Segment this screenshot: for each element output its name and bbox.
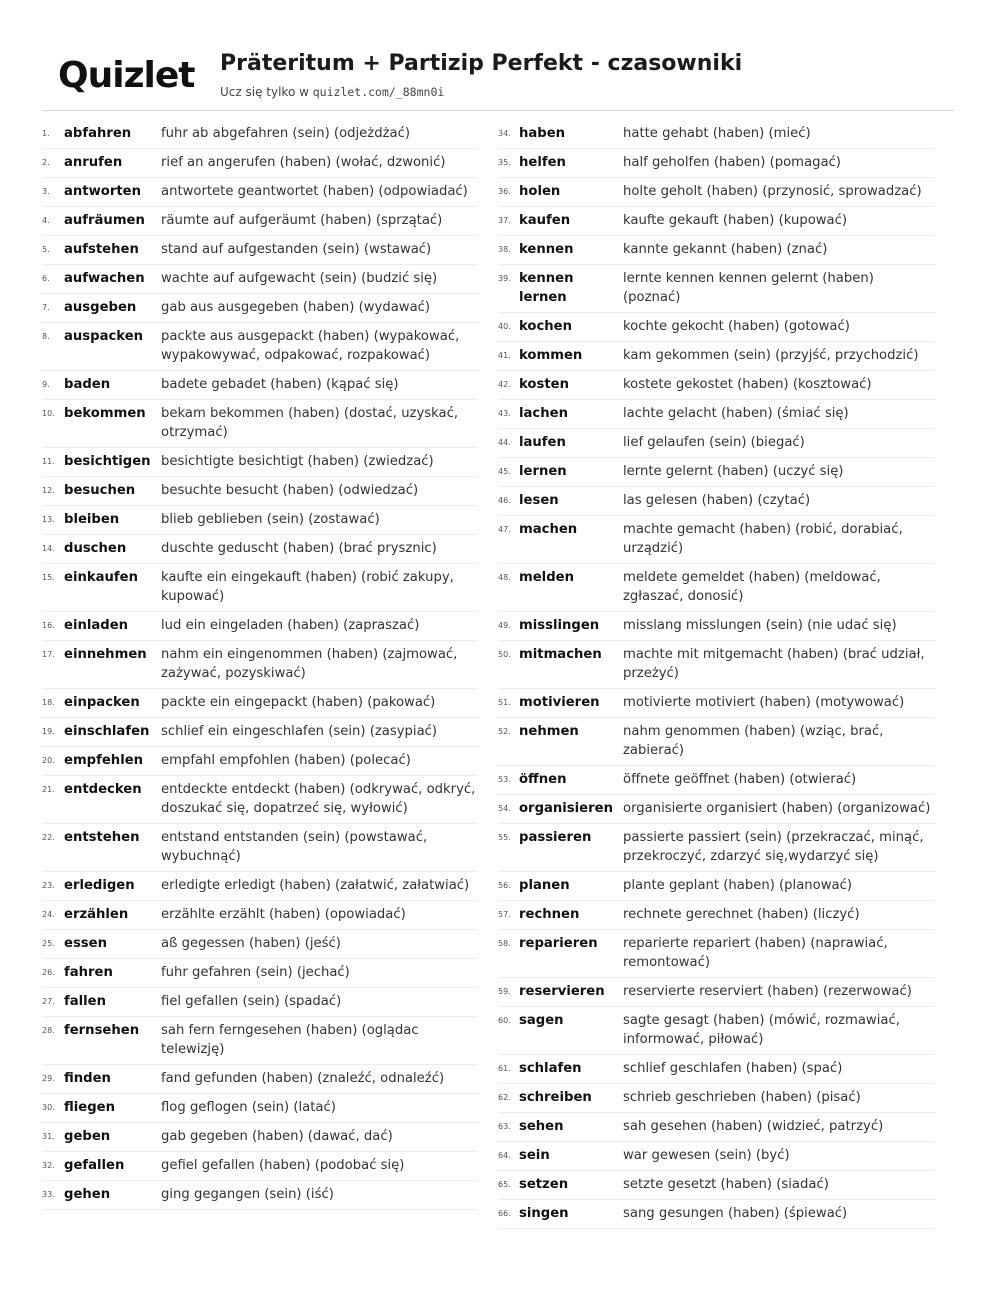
term-row: [42, 236, 478, 265]
term-number: 10.: [42, 409, 55, 418]
term-number: 36.: [498, 187, 511, 196]
term-number: 45.: [498, 467, 511, 476]
term-row: [498, 1007, 935, 1055]
term-definition: passierte passiert (sein) (przekraczać, minąć, przekroczyć, zdarzyć się,wydarzyć się): [623, 830, 924, 864]
term-number: 15.: [42, 573, 55, 582]
term-row: [42, 1123, 478, 1152]
term-definition: stand auf aufgestanden (sein) (wstawać): [161, 242, 432, 257]
term-row: [42, 371, 478, 400]
term-number: 47.: [498, 525, 511, 534]
term-word: einpacken: [64, 695, 140, 710]
term-number: 7.: [42, 303, 50, 312]
term-definition: schrieb geschrieben (haben) (pisać): [623, 1090, 861, 1105]
term-number: 17.: [42, 650, 55, 659]
term-row: [42, 612, 478, 641]
term-word: haben: [519, 126, 566, 141]
term-definition: setzte gesetzt (haben) (siadać): [623, 1177, 829, 1192]
term-definition: wachte auf aufgewacht (sein) (budzić się): [161, 271, 438, 286]
term-definition: organisierte organisiert (haben) (organizować): [623, 801, 931, 816]
term-row: [498, 313, 935, 342]
term-row: [42, 120, 478, 149]
term-definition: antwortete geantwortet (haben) (odpowiadać): [161, 184, 468, 199]
subtitle-text: Ucz się tylko w: [220, 85, 309, 99]
term-word: laufen: [519, 435, 566, 450]
term-word: lachen: [519, 406, 568, 421]
term-word: essen: [64, 936, 107, 951]
term-number: 50.: [498, 650, 511, 659]
term-definition: kaufte gekauft (haben) (kupować): [623, 213, 848, 228]
term-definition: ging gegangen (sein) (iść): [161, 1187, 334, 1202]
term-word: bleiben: [64, 512, 120, 527]
term-row: [42, 959, 478, 988]
term-number: 56.: [498, 881, 511, 890]
term-definition: besuchte besucht (haben) (odwiedzać): [161, 483, 419, 498]
term-definition: rechnete gerechnet (haben) (liczyć): [623, 907, 860, 922]
term-word: einladen: [64, 618, 129, 633]
term-definition: kostete gekostet (haben) (kosztować): [623, 377, 872, 392]
term-row: [498, 978, 935, 1007]
term-word: baden: [64, 377, 111, 392]
term-row: [498, 400, 935, 429]
term-word: entdecken: [64, 782, 142, 797]
term-definition: kaufte ein eingekauft (haben) (robić zakupy, kupować): [161, 570, 454, 604]
term-number: 21.: [42, 785, 55, 794]
term-row: [498, 371, 935, 400]
term-word: lernen: [519, 464, 567, 479]
term-definition: packte ein eingepackt (haben) (pakować): [161, 695, 436, 710]
term-number: 4.: [42, 216, 50, 225]
term-row: [42, 323, 478, 371]
term-word: einschlafen: [64, 724, 150, 739]
term-word: geben: [64, 1129, 111, 1144]
term-number: 60.: [498, 1016, 511, 1025]
term-number: 13.: [42, 515, 55, 524]
term-definition: las gelesen (haben) (czytać): [623, 493, 811, 508]
term-definition: plante geplant (haben) (planować): [623, 878, 852, 893]
term-definition: sah fern ferngesehen (haben) (oglądac telewizję): [161, 1023, 419, 1057]
term-row: [42, 641, 478, 689]
term-row: [42, 901, 478, 930]
term-number: 8.: [42, 332, 50, 341]
term-number: 43.: [498, 409, 511, 418]
term-list-right: [498, 120, 935, 1229]
term-definition: blieb geblieben (sein) (zostawać): [161, 512, 380, 527]
term-row: [498, 1200, 935, 1229]
term-word: helfen: [519, 155, 566, 170]
term-row: [498, 901, 935, 930]
term-number: 32.: [42, 1161, 55, 1170]
term-definition: machte mit mitgemacht (haben) (brać udział, przeżyć): [623, 647, 925, 681]
term-word: erzählen: [64, 907, 129, 922]
term-definition: schlief ein eingeschlafen (sein) (zasypiać): [161, 724, 438, 739]
term-row: [42, 400, 478, 448]
term-word: antworten: [64, 184, 141, 199]
term-number: 53.: [498, 775, 511, 784]
term-number: 33.: [42, 1190, 55, 1199]
term-definition: kannte gekannt (haben) (znać): [623, 242, 828, 257]
term-number: 28.: [42, 1026, 55, 1035]
term-word: finden: [64, 1071, 111, 1086]
term-word: duschen: [64, 541, 127, 556]
term-definition: nahm genommen (haben) (wziąc, brać, zabierać): [623, 724, 884, 758]
term-definition: gefiel gefallen (haben) (podobać się): [161, 1158, 405, 1173]
term-word: kommen: [519, 348, 583, 363]
term-number: 23.: [42, 881, 55, 890]
term-number: 26.: [42, 968, 55, 977]
term-number: 63.: [498, 1122, 511, 1131]
term-row: [42, 294, 478, 323]
term-number: 59.: [498, 987, 511, 996]
term-row: [498, 516, 935, 564]
term-definition: badete gebadet (haben) (kąpać się): [161, 377, 399, 392]
term-number: 2.: [42, 158, 50, 167]
term-definition: fuhr gefahren (sein) (jechać): [161, 965, 350, 980]
term-row: [498, 766, 935, 795]
term-number: 48.: [498, 573, 511, 582]
term-word: fallen: [64, 994, 107, 1009]
term-word: nehmen: [519, 724, 579, 739]
subtitle: [220, 84, 444, 100]
term-row: [498, 1142, 935, 1171]
term-word: empfehlen: [64, 753, 144, 768]
term-word: bekommen: [64, 406, 146, 421]
term-definition: besichtigte besichtigt (haben) (zwiedzać): [161, 454, 434, 469]
term-number: 52.: [498, 727, 511, 736]
term-number: 18.: [42, 698, 55, 707]
term-word: anrufen: [64, 155, 123, 170]
term-number: 31.: [42, 1132, 55, 1141]
term-row: [498, 824, 935, 872]
term-row: [42, 207, 478, 236]
term-number: 40.: [498, 322, 511, 331]
term-word: mitmachen: [519, 647, 602, 662]
term-definition: empfahl empfohlen (haben) (polecać): [161, 753, 411, 768]
term-word: besichtigen: [64, 454, 151, 469]
term-row: [42, 872, 478, 901]
term-word: ausgeben: [64, 300, 137, 315]
term-row: [42, 1094, 478, 1123]
term-word: lesen: [519, 493, 559, 508]
term-definition: war gewesen (sein) (być): [623, 1148, 790, 1163]
term-number: 11.: [42, 457, 55, 466]
term-definition: gab aus ausgegeben (haben) (wydawać): [161, 300, 431, 315]
term-word: gefallen: [64, 1158, 125, 1173]
term-word: kochen: [519, 319, 573, 334]
term-definition: fand gefunden (haben) (znaleźć, odnaleźć): [161, 1071, 445, 1086]
term-word: melden: [519, 570, 574, 585]
term-word: singen: [519, 1206, 569, 1221]
term-number: 51.: [498, 698, 511, 707]
term-row: [42, 988, 478, 1017]
term-word: misslingen: [519, 618, 600, 633]
term-word: sein: [519, 1148, 550, 1163]
term-row: [498, 236, 935, 265]
term-definition: räumte auf aufgeräumt (haben) (sprzątać): [161, 213, 443, 228]
term-definition: duschte geduscht (haben) (brać prysznic): [161, 541, 437, 556]
term-row: [42, 564, 478, 612]
term-number: 55.: [498, 833, 511, 842]
term-word: erledigen: [64, 878, 135, 893]
term-row: [498, 718, 935, 766]
term-row: [498, 795, 935, 824]
term-word: setzen: [519, 1177, 569, 1192]
term-word: sagen: [519, 1013, 564, 1028]
term-word: fliegen: [64, 1100, 116, 1115]
study-link[interactable]: quizlet.com/_88mn0i: [312, 85, 445, 99]
term-number: 22.: [42, 833, 55, 842]
term-number: 29.: [42, 1074, 55, 1083]
term-number: 58.: [498, 939, 511, 948]
term-word: öffnen: [519, 772, 567, 787]
term-word: fahren: [64, 965, 113, 980]
term-row: [42, 477, 478, 506]
term-definition: fiel gefallen (sein) (spadać): [161, 994, 342, 1009]
term-definition: reservierte reserviert (haben) (rezerwować): [623, 984, 912, 999]
term-number: 25.: [42, 939, 55, 948]
term-word: kennen lernen: [519, 271, 574, 305]
term-number: 39.: [498, 274, 511, 283]
term-number: 16.: [42, 621, 55, 630]
term-row: [42, 506, 478, 535]
term-number: 38.: [498, 245, 511, 254]
term-row: [498, 1055, 935, 1084]
term-word: aufwachen: [64, 271, 145, 286]
term-row: [42, 776, 478, 824]
term-row: [498, 1084, 935, 1113]
term-number: 61.: [498, 1064, 511, 1073]
term-definition: entstand entstanden (sein) (powstawać, wybuchnąć): [161, 830, 428, 864]
term-row: [42, 448, 478, 477]
term-row: [42, 178, 478, 207]
term-number: 1.: [42, 129, 50, 138]
term-row: [42, 930, 478, 959]
term-number: 62.: [498, 1093, 511, 1102]
term-definition: rief an angerufen (haben) (wołać, dzwonić): [161, 155, 446, 170]
term-definition: lief gelaufen (sein) (biegać): [623, 435, 805, 450]
term-word: reservieren: [519, 984, 605, 999]
term-definition: lachte gelacht (haben) (śmiać się): [623, 406, 849, 421]
term-definition: lud ein eingeladen (haben) (zapraszać): [161, 618, 420, 633]
term-row: [498, 1171, 935, 1200]
term-row: [42, 1181, 478, 1210]
term-definition: machte gemacht (haben) (robić, dorabiać, urządzić): [623, 522, 903, 556]
term-word: aufstehen: [64, 242, 139, 257]
term-number: 46.: [498, 496, 511, 505]
term-word: passieren: [519, 830, 592, 845]
term-definition: hatte gehabt (haben) (mieć): [623, 126, 811, 141]
term-word: einnehmen: [64, 647, 147, 662]
term-row: [498, 1113, 935, 1142]
term-word: schreiben: [519, 1090, 592, 1105]
term-definition: entdeckte entdeckt (haben) (odkrywać, odkryć, doszukać się, dopatrzeć się, wyłowić): [161, 782, 476, 816]
term-row: [498, 612, 935, 641]
term-row: [42, 535, 478, 564]
term-row: [42, 265, 478, 294]
term-row: [42, 1017, 478, 1065]
term-row: [42, 689, 478, 718]
term-definition: aß gegessen (haben) (jeść): [161, 936, 341, 951]
term-word: entstehen: [64, 830, 140, 845]
term-definition: misslang misslungen (sein) (nie udać się): [623, 618, 897, 633]
term-number: 35.: [498, 158, 511, 167]
term-number: 44.: [498, 438, 511, 447]
term-number: 3.: [42, 187, 50, 196]
term-row: [42, 824, 478, 872]
term-definition: öffnete geöffnet (haben) (otwierać): [623, 772, 857, 787]
term-row: [498, 429, 935, 458]
term-number: 5.: [42, 245, 50, 254]
term-number: 66.: [498, 1209, 511, 1218]
term-list-left: [42, 120, 478, 1210]
term-definition: nahm ein eingenommen (haben) (zajmować, zażywać, pozyskiwać): [161, 647, 458, 681]
term-number: 6.: [42, 274, 50, 283]
term-definition: erzählte erzählt (haben) (opowiadać): [161, 907, 406, 922]
term-word: organisieren: [519, 801, 613, 816]
term-number: 42.: [498, 380, 511, 389]
term-word: kaufen: [519, 213, 571, 228]
term-row: [42, 747, 478, 776]
term-row: [498, 930, 935, 978]
term-word: rechnen: [519, 907, 580, 922]
term-word: motivieren: [519, 695, 600, 710]
term-number: 9.: [42, 380, 50, 389]
term-definition: packte aus ausgepackt (haben) (wypakować, wypakowywać, odpakować, rozpakować): [161, 329, 460, 363]
quizlet-logo[interactable]: Quizlet: [58, 55, 195, 96]
term-row: [498, 207, 935, 236]
term-number: 20.: [42, 756, 55, 765]
term-row: [42, 1152, 478, 1181]
term-number: 64.: [498, 1151, 511, 1160]
term-word: kosten: [519, 377, 569, 392]
term-word: reparieren: [519, 936, 598, 951]
term-definition: lernte kennen kennen gelernt (haben) (poznać): [623, 271, 874, 305]
term-row: [498, 872, 935, 901]
term-number: 30.: [42, 1103, 55, 1112]
term-row: [498, 265, 935, 313]
term-word: kennen: [519, 242, 574, 257]
term-row: [498, 178, 935, 207]
term-row: [498, 149, 935, 178]
term-row: [498, 458, 935, 487]
term-row: [42, 149, 478, 178]
term-number: 14.: [42, 544, 55, 553]
term-definition: bekam bekommen (haben) (dostać, uzyskać, otrzymać): [161, 406, 459, 440]
term-word: sehen: [519, 1119, 564, 1134]
term-number: 12.: [42, 486, 55, 495]
page-title: Präteritum + Partizip Perfekt - czasowniki: [220, 51, 743, 76]
term-row: [42, 718, 478, 747]
term-definition: erledigte erledigt (haben) (załatwić, załatwiać): [161, 878, 470, 893]
term-definition: flog geflogen (sein) (latać): [161, 1100, 336, 1115]
term-definition: lernte gelernt (haben) (uczyć się): [623, 464, 844, 479]
term-number: 19.: [42, 727, 55, 736]
term-definition: half geholfen (haben) (pomagać): [623, 155, 841, 170]
term-word: fernsehen: [64, 1023, 140, 1038]
term-word: besuchen: [64, 483, 136, 498]
term-number: 49.: [498, 621, 511, 630]
term-definition: schlief geschlafen (haben) (spać): [623, 1061, 843, 1076]
term-number: 41.: [498, 351, 511, 360]
term-definition: holte geholt (haben) (przynosić, sprowadzać): [623, 184, 922, 199]
term-number: 37.: [498, 216, 511, 225]
term-number: 54.: [498, 804, 511, 813]
term-definition: motivierte motiviert (haben) (motywować): [623, 695, 905, 710]
term-definition: sagte gesagt (haben) (mówić, rozmawiać, informować, piłować): [623, 1013, 900, 1047]
term-word: gehen: [64, 1187, 111, 1202]
term-number: 27.: [42, 997, 55, 1006]
term-definition: gab gegeben (haben) (dawać, dać): [161, 1129, 393, 1144]
header: [42, 46, 954, 111]
term-number: 34.: [498, 129, 511, 138]
term-word: aufräumen: [64, 213, 145, 228]
term-number: 57.: [498, 910, 511, 919]
term-row: [498, 689, 935, 718]
term-number: 65.: [498, 1180, 511, 1189]
term-row: [498, 120, 935, 149]
term-definition: sah gesehen (haben) (widzieć, patrzyć): [623, 1119, 884, 1134]
term-row: [498, 564, 935, 612]
term-row: [498, 487, 935, 516]
term-number: 24.: [42, 910, 55, 919]
term-word: holen: [519, 184, 561, 199]
term-row: [498, 641, 935, 689]
term-definition: fuhr ab abgefahren (sein) (odjeżdżać): [161, 126, 410, 141]
term-word: planen: [519, 878, 570, 893]
term-definition: kochte gekocht (haben) (gotować): [623, 319, 850, 334]
term-word: auspacken: [64, 329, 144, 344]
term-definition: reparierte repariert (haben) (naprawiać, remontować): [623, 936, 888, 970]
term-row: [42, 1065, 478, 1094]
term-definition: meldete gemeldet (haben) (meldować, zgłaszać, donosić): [623, 570, 881, 604]
term-word: schlafen: [519, 1061, 582, 1076]
term-word: abfahren: [64, 126, 132, 141]
term-definition: sang gesungen (haben) (śpiewać): [623, 1206, 848, 1221]
term-row: [498, 342, 935, 371]
term-word: einkaufen: [64, 570, 138, 585]
term-definition: kam gekommen (sein) (przyjść, przychodzić): [623, 348, 919, 363]
term-word: machen: [519, 522, 578, 537]
